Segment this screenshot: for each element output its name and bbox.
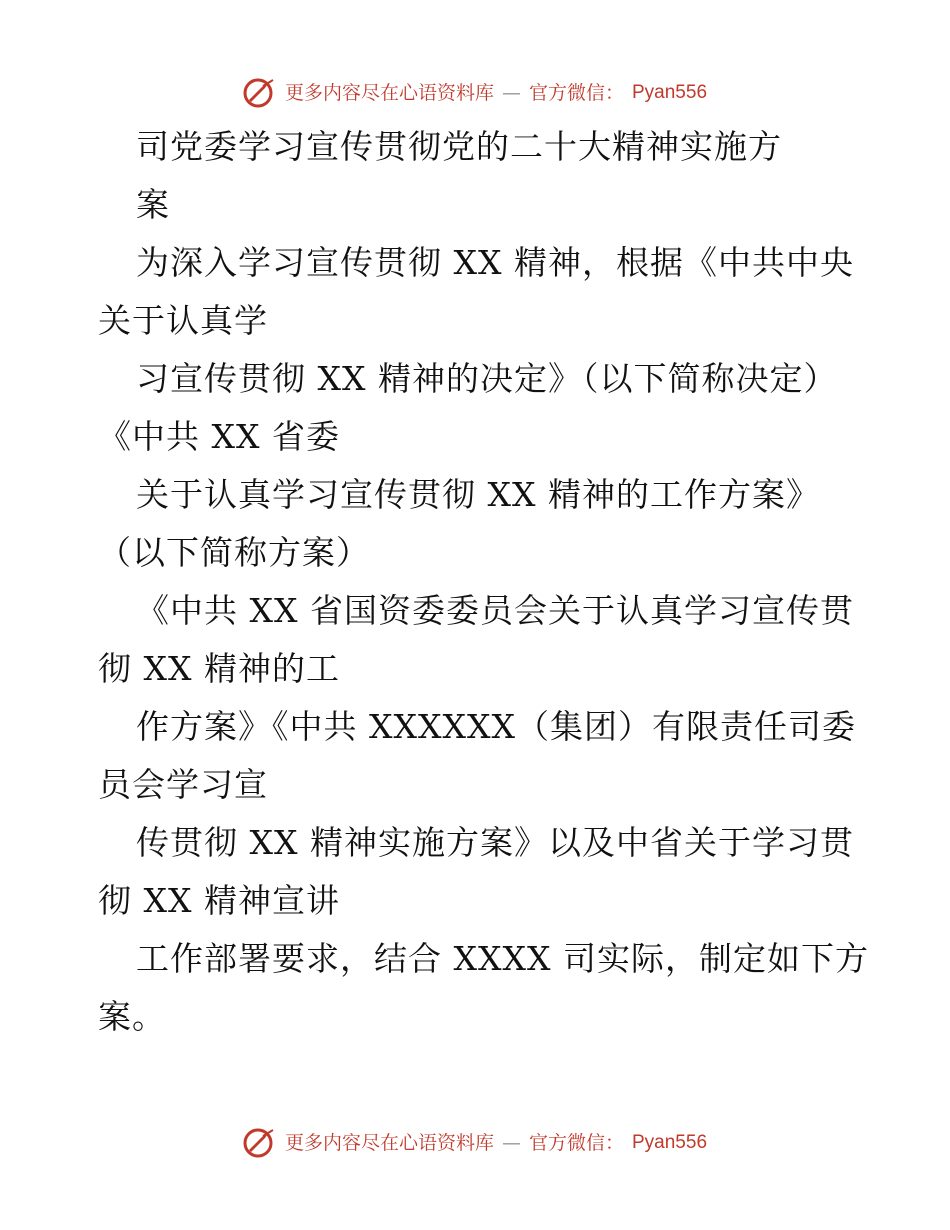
paragraph-line: 彻 XX 精神宣讲 <box>98 881 340 920</box>
watermark-footer <box>0 1128 950 1158</box>
brand-logo-icon <box>243 1128 277 1158</box>
document-title-line-1: 司党委学习宣传贯彻党的二十大精神实施方 <box>136 127 782 166</box>
paragraph-line: 关于认真学 <box>98 301 268 340</box>
paragraph-line: 传贯彻 XX 精神实施方案》以及中省关于学习贯 <box>136 823 854 862</box>
paragraph-line: 为深入学习宣传贯彻 XX 精神，根据《中共中央 <box>136 243 854 282</box>
paragraph-line: 《中共 XX 省国资委委员会关于认真学习宣传贯 <box>136 591 854 630</box>
watermark-wechat-label: 官方微信： <box>528 82 624 104</box>
paragraph-line: 作方案》《中共 XXXXXX（集团）有限责任司委 <box>136 707 856 746</box>
watermark-wechat-id: Pyan556 <box>632 1132 708 1153</box>
paragraph-line: 案。 <box>98 997 166 1036</box>
paragraph-line: 工作部署要求，结合 XXXX 司实际，制定如下方 <box>136 939 869 978</box>
paragraph-line: （以下简称方案） <box>98 533 370 572</box>
watermark-text: 更多内容尽在心语资料库 <box>284 82 494 104</box>
watermark-text: 更多内容尽在心语资料库 <box>284 1132 494 1154</box>
watermark-header <box>0 78 950 108</box>
watermark-dash: — <box>501 82 521 104</box>
paragraph-line: 《中共 XX 省委 <box>98 417 340 456</box>
watermark-dash: — <box>501 1132 521 1154</box>
paragraph-line: 关于认真学习宣传贯彻 XX 精神的工作方案》 <box>136 475 820 514</box>
paragraph-line: 员会学习宣 <box>98 765 268 804</box>
paragraph-line: 习宣传贯彻 XX 精神的决定》（以下简称决定） <box>136 359 838 398</box>
document-title-line-2: 案 <box>136 185 170 224</box>
watermark-wechat-id: Pyan556 <box>632 82 708 103</box>
brand-logo-icon <box>243 78 277 108</box>
paragraph-line: 彻 XX 精神的工 <box>98 649 340 688</box>
document-body <box>98 118 869 1046</box>
watermark-wechat-label: 官方微信： <box>528 1132 624 1154</box>
